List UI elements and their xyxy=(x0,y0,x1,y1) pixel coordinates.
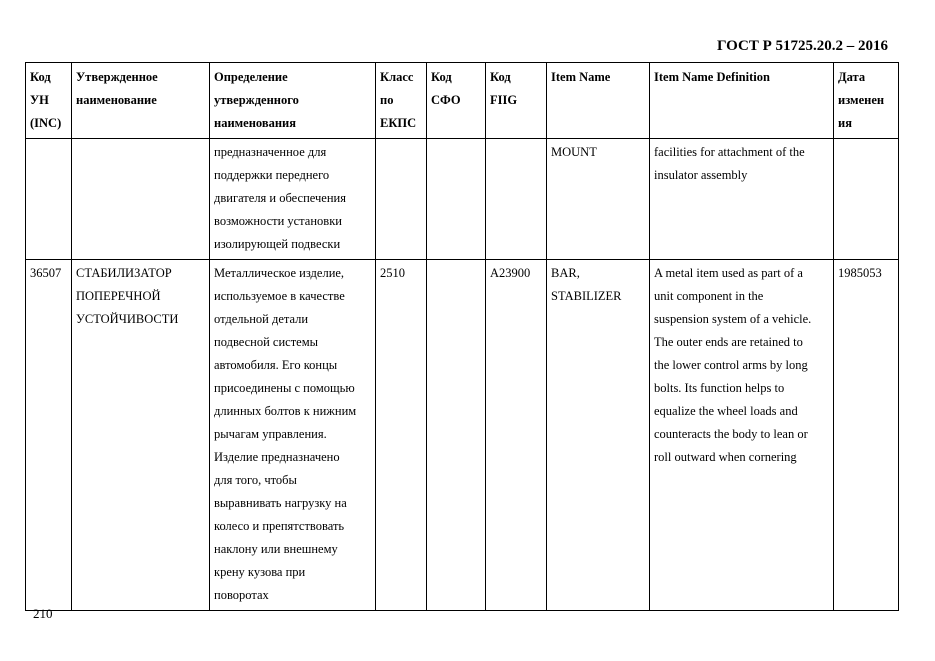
cell-text-line: Код xyxy=(431,70,452,84)
cell-text-line: bolts. Its function helps to xyxy=(654,381,785,395)
col-header-approved-name xyxy=(72,63,210,139)
table-cell xyxy=(650,139,834,260)
table-cell xyxy=(547,260,650,611)
cell-text-line: Утвержденное xyxy=(76,70,158,84)
cell-text-line: предназначенное для xyxy=(214,145,327,159)
cell-text-line: наименование xyxy=(76,93,157,107)
cell-text-line: УСТОЙЧИВОСТИ xyxy=(76,312,179,326)
table-cell xyxy=(72,139,210,260)
cell-text-line: insulator assembly xyxy=(654,168,748,182)
cell-text-line: Item Name xyxy=(551,70,611,84)
cell-text-line: длинных болтов к нижним xyxy=(214,404,357,418)
table-cell xyxy=(427,139,486,260)
cell-text-line: наклону или внешнему xyxy=(214,542,338,556)
cell-text-line: ПОПЕРЕЧНОЙ xyxy=(76,289,161,303)
cell-text-line: Item Name Definition xyxy=(654,70,770,84)
header-row xyxy=(26,63,899,139)
cell-text-line: 36507 xyxy=(30,266,62,280)
cell-text-line: roll outward when cornering xyxy=(654,450,797,464)
cell-text-line: ЕКПС xyxy=(380,116,417,130)
cell-text-line: (INC) xyxy=(30,116,62,130)
cell-text-line: MOUNT xyxy=(551,145,597,159)
table-cell xyxy=(486,260,547,611)
table-cell xyxy=(210,260,376,611)
cell-text-line: Класс xyxy=(380,70,414,84)
cell-text-line: 2510 xyxy=(380,266,405,280)
cell-text-line: Код xyxy=(30,70,51,84)
cell-text-line: колесо и препятствовать xyxy=(214,519,345,533)
cell-text-line: выравнивать нагрузку на xyxy=(214,496,347,510)
col-header-fiig-code xyxy=(486,63,547,139)
cell-text-line: Изделие предназначено xyxy=(214,450,340,464)
cell-text-line: поддержки переднего xyxy=(214,168,330,182)
table-cell xyxy=(834,260,899,611)
table-cell xyxy=(376,260,427,611)
table-row xyxy=(26,139,899,260)
table-cell xyxy=(26,139,72,260)
cell-text-line: утвержденного xyxy=(214,93,299,107)
cell-text-line: unit component in the xyxy=(654,289,764,303)
cell-text-line: поворотах xyxy=(214,588,269,602)
cell-text-line: A23900 xyxy=(490,266,531,280)
cell-text-line: suspension system of a vehicle. xyxy=(654,312,812,326)
table-row xyxy=(26,260,899,611)
col-header-item-name-definition xyxy=(650,63,834,139)
cell-text-line: FIIG xyxy=(490,93,518,107)
col-header-item-name xyxy=(547,63,650,139)
table-cell xyxy=(650,260,834,611)
cell-text-line: изменен xyxy=(838,93,885,107)
cell-text-line: the lower control arms by long xyxy=(654,358,808,372)
cell-text-line: equalize the wheel loads and xyxy=(654,404,798,418)
cell-text-line: используемое в качестве xyxy=(214,289,345,303)
cell-text-line: Код xyxy=(490,70,511,84)
cell-text-line: 1985053 xyxy=(838,266,882,280)
cell-text-line: Определение xyxy=(214,70,288,84)
cell-text-line: наименования xyxy=(214,116,297,130)
cell-text-line: Металлическое изделие, xyxy=(214,266,345,280)
cell-text-line: крену кузова при xyxy=(214,565,306,579)
cell-text-line: A metal item used as part of a xyxy=(654,266,803,280)
table-cell xyxy=(547,139,650,260)
cell-text-line: STABILIZER xyxy=(551,289,622,303)
cell-text-line: присоединены с помощью xyxy=(214,381,355,395)
table-cell xyxy=(834,139,899,260)
cell-text-line: подвесной системы xyxy=(214,335,319,349)
cell-text-line: counteracts the body to lean or xyxy=(654,427,808,441)
cell-text-line: двигателя и обеспечения xyxy=(214,191,346,205)
cell-text-line: facilities for attachment of the xyxy=(654,145,805,159)
col-header-inc-code xyxy=(26,63,72,139)
cell-text-line: УН xyxy=(30,93,49,107)
cell-text-line: по xyxy=(380,93,394,107)
cell-text-line: СТАБИЛИЗАТОР xyxy=(76,266,172,280)
cell-text-line: автомобиля. Его концы xyxy=(214,358,338,372)
cell-text-line: Дата xyxy=(838,70,866,84)
col-header-ekps-class xyxy=(376,63,427,139)
col-header-change-date xyxy=(834,63,899,139)
cell-text-line: ия xyxy=(838,116,852,130)
cell-text-line: The outer ends are retained to xyxy=(654,335,803,349)
page-number: 210 xyxy=(33,606,53,621)
table-cell xyxy=(376,139,427,260)
cell-text-line: СФО xyxy=(431,93,461,107)
table-cell xyxy=(72,260,210,611)
cell-text-line: возможности установки xyxy=(214,214,342,228)
cell-text-line: отдельной детали xyxy=(214,312,309,326)
col-header-name-definition xyxy=(210,63,376,139)
cell-text-line: BAR, xyxy=(551,266,580,280)
cell-text-line: для того, чтобы xyxy=(214,473,297,487)
table-cell xyxy=(427,260,486,611)
table-cell xyxy=(26,260,72,611)
classification-table xyxy=(25,62,899,611)
standard-designation: ГОСТ Р 51725.20.2 – 2016 xyxy=(716,38,888,54)
cell-text-line: изолирующей подвески xyxy=(214,237,341,251)
table-cell xyxy=(210,139,376,260)
table-cell xyxy=(486,139,547,260)
cell-text-line: рычагам управления. xyxy=(214,427,327,441)
col-header-sfo-code xyxy=(427,63,486,139)
